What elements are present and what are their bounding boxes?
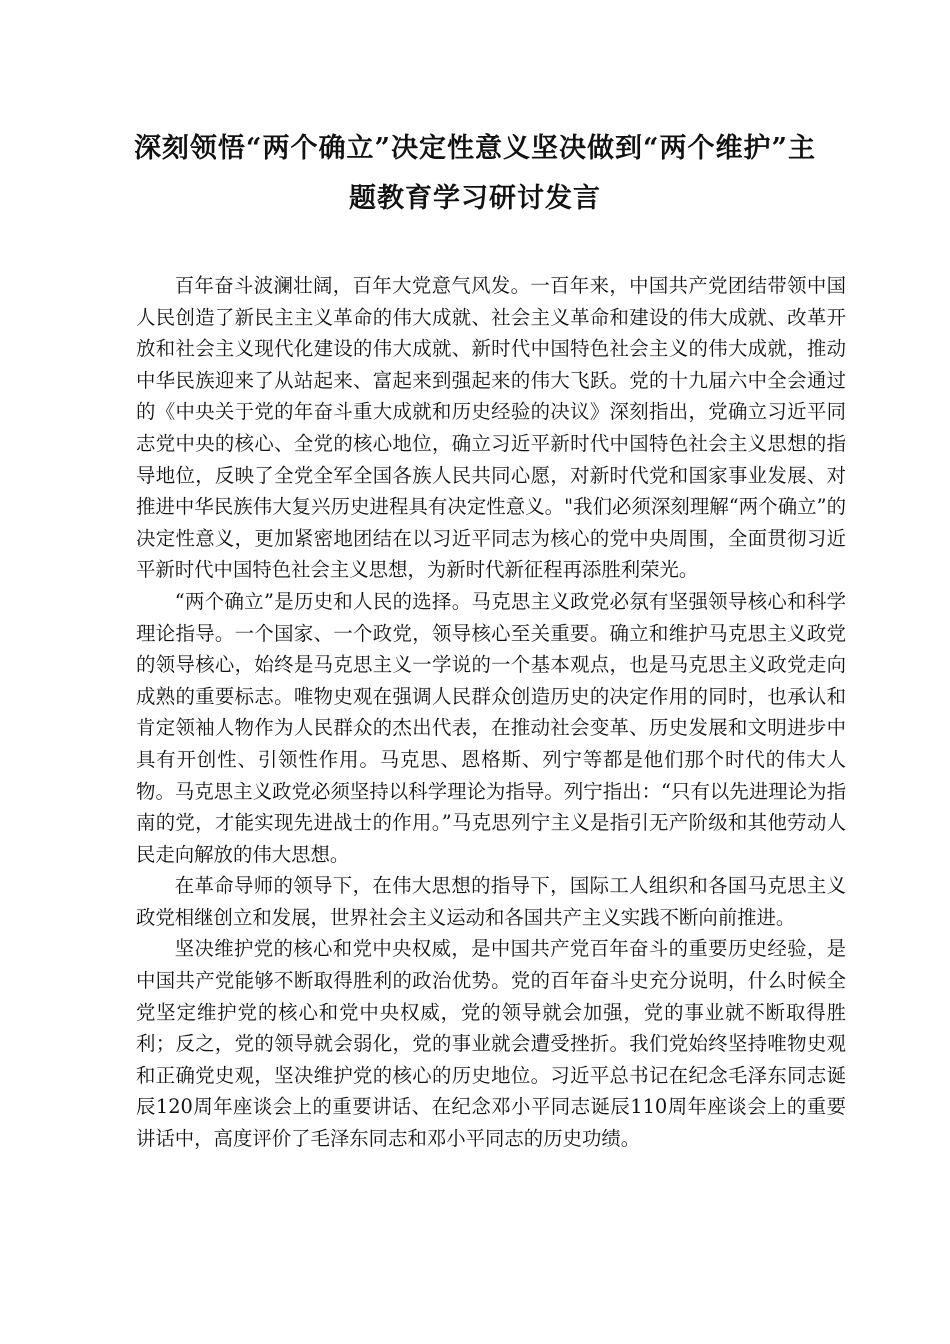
paragraph-1: 百年奋斗波澜壮阔，百年大党意气风发。一百年来，中国共产党团结带领中国人民创造了新民主主义革命的伟大成就、社会主义革命和建设的伟大成就、改革开放和社会主义现代化建设的伟大成就、新时代中国特色社会主义的伟大成就，推动中华民族迎来了从站起来、富起来到强起来的伟大飞跃。党的十九届六中全会通过的《中央关于党的年奋斗重大成就和历史经验的决议》深刻指出，党确立习近平同志党中央的核心、全党的核心地位，确立习近平新时代中国特色社会主义思想的指导地位，反映了全党全军全国各族人民共同心愿，对新时代党和国家事业发展、对推进中华民族伟大复兴历史进程具有决定性意义。"我们必须深刻理解“两个确立”的决定性意义，更加紧密地团结在以习近平同志为核心的党中央周围，全面贯彻习近平新时代中国特色社会主义思想，为新时代新征程再添胜利荣光。 [136,274,846,582]
document-body [136,270,846,1155]
paragraph-2: “两个确立”是历史和人民的选择。马克思主义政党必氛有坚强领导核心和科学理论指导。一个国家、一个政党，领导核心至关重要。确立和维护马克思主义政党的领导核心，始终是马克思主义一学说的一个基本观点，也是马克思主义政党走向成熟的重要标志。唯物史观在强调人民群众创造历史的决定作用的同时，也承认和肯定领袖人物作为人民群众的杰出代表，在推动社会变革、历史发展和文明进步中具有开创性、引领性作用。马克思、恩格斯、列宁等都是他们那个时代的伟大人物。马克思主义政党必须坚持以科学理论为指导。列宁指出：“只有以先进理论为指南的党，才能实现先进战士的作用。”马克思列宁主义是指引无产阶级和其他劳动人民走向解放的伟大思想。 [136,589,846,866]
paragraph-3: 在革命导师的领导下，在伟大思想的指导下，国际工人组织和各国马克思主义政党相继创立和发展，世界社会主义运动和各国共产主义实践不断向前推进。 [136,874,846,929]
document-title: 深刻领悟“两个确立”决定性意义坚决做到“两个维护”主题教育学习研讨发言 [133,133,817,214]
paragraph-4: 坚决维护党的核心和党中央权威，是中国共产党百年奋斗的重要历史经验，是中国共产党能够不断取得胜利的政治优势。党的百年奋斗史充分说明，什么时候全党坚定维护党的核心和党中央权威，党的领导就会加强，党的事业就不断取得胜利；反之，党的领导就会弱化，党的事业就会遭受挫折。我们党始终坚持唯物史观和正确党史观，坚决维护党的核心的历史地位。习近平总书记在纪念毛泽东同志诞辰120周年座谈会上的重要讲话、在纪念邓小平同志诞辰110周年座谈会上的重要讲话中，高度评价了毛泽东同志和邓小平同志的历史功绩。 [136,937,846,1151]
